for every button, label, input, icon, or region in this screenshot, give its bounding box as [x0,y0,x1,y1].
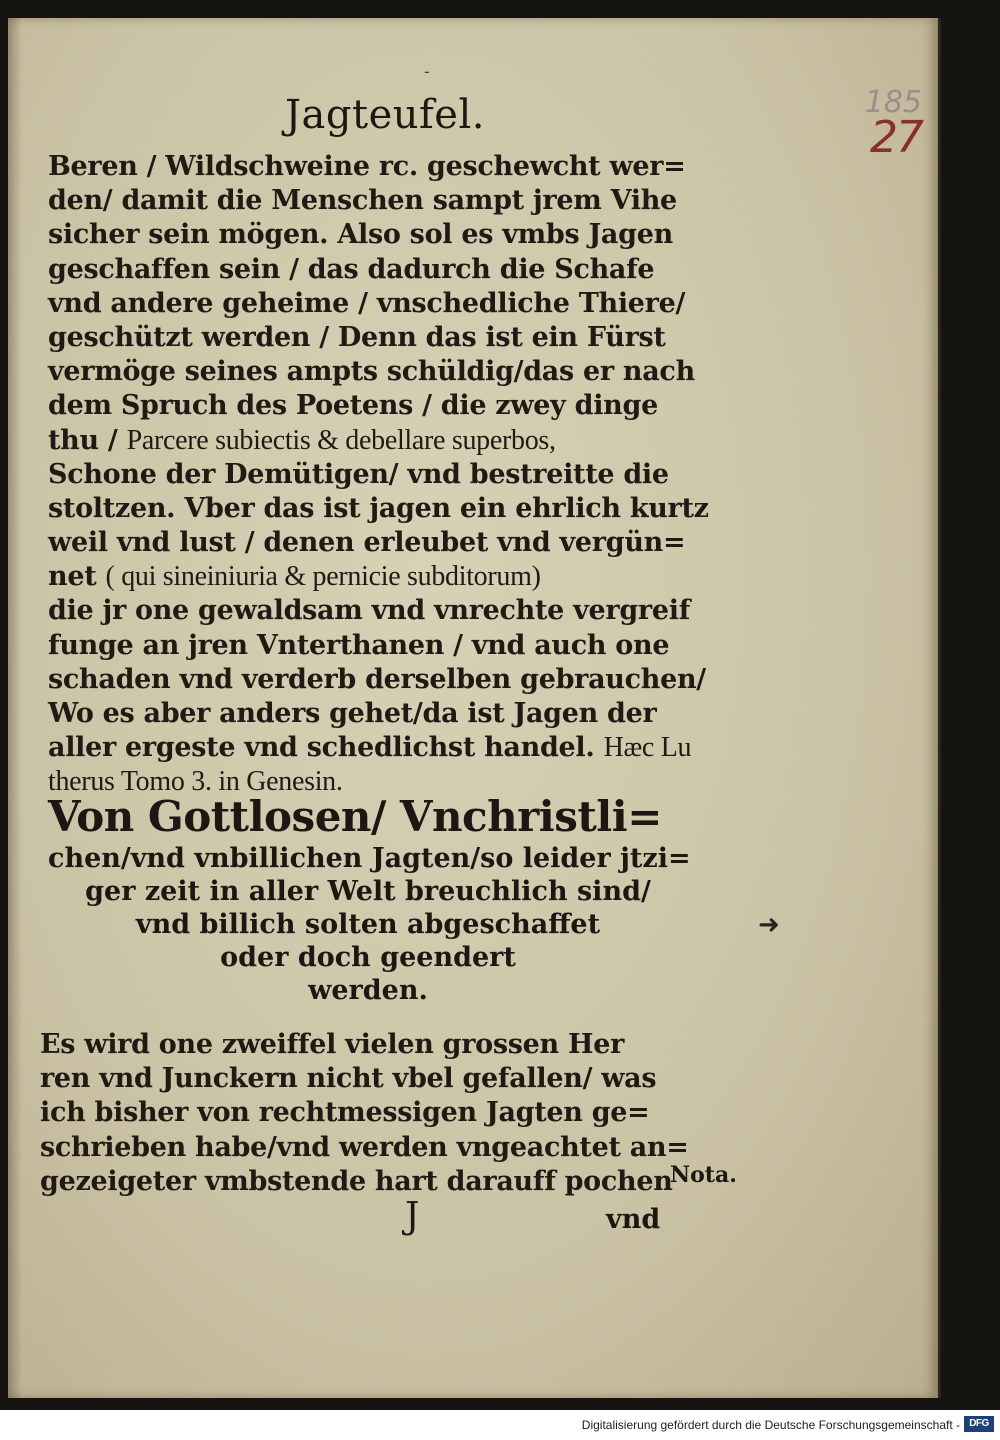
margin-note: Nota. [670,1162,737,1188]
text-line: geschützt werden / Denn das ist ein Fürst [48,321,666,353]
text-line: Es wird one zweiffel vielen grossen Her [40,1029,625,1060]
text-line: thu / Parcere subiectis & debellare superbos, [48,424,556,456]
section-title-line: chen/vnd vnbillichen Jagten/so leider jtzi= [48,843,691,874]
folio-lower: 27 [870,112,922,163]
text-line: aller ergeste vnd schedlichst handel. Hæc Lu [48,732,692,764]
text-line: vermöge seines ampts schüldig/das er nach [48,356,695,388]
text-line: ren vnd Junckern nicht vbel gefallen/ was [40,1063,657,1095]
text-line: schrieben habe/vnd werden vngeachtet an= [40,1131,689,1163]
folio-number [822,85,922,163]
text-line: Schone der Demütigen/ vnd bestreitte die [48,458,669,490]
folio-upper: 185 [864,85,922,120]
text-line: geschaffen sein / das dadurch die Schafe [48,253,655,285]
text-line: vnd andere geheime / vnschedliche Thiere/ [48,287,686,319]
section-title-line: ger zeit in aller Welt breuchlich sind/ [85,876,651,907]
funding-credit: Digitalisierung gefördert durch die Deutsche Forschungsgemeinschaft - [581,1418,960,1432]
latin-citation: Hæc Lu [603,732,692,764]
catchword: vnd [606,1204,661,1235]
text-line: funge an jren Vnterthanen / vnd auch one [48,629,670,661]
text-line: sicher sein mögen. Also sol es vmbs Jagen [48,219,673,251]
signature-mark: J [405,1196,420,1237]
body-text-block-2 [40,1028,689,1199]
dfg-logo: DFG [964,1416,994,1432]
body-text-block [48,150,709,800]
text-line: Beren / Wildschweine rc. geschewcht wer= [48,151,686,182]
page-gutter-shadow [8,18,22,1398]
text-line: Wo es aber anders gehet/da ist Jagen der [48,698,657,729]
running-head: Jagteufel. [285,92,485,138]
section-title-line: oder doch geendert [220,942,516,973]
section-title: Von Gottlosen/ Vnchristli= [48,792,662,841]
section-heading [48,792,691,1007]
pointer-mark-icon: ➜ [758,910,780,940]
text-line: weil vnd lust / denen erleubet vnd vergün= [48,527,686,559]
latin-quote: ( qui sineiniuria & pernicie subditorum) [105,561,541,593]
section-title-line: vnd billich solten abgeschaffet [135,909,601,940]
text-line: stoltzen. Vber das ist jagen ein ehrlich kurtz [48,492,709,524]
text-line: ich bisher von rechtmessigen Jagten ge= [40,1097,650,1129]
tick-mark: - [424,62,430,81]
text-line: net ( qui sineiniuria & pernicie subditorum) [48,561,541,593]
latin-quote: Parcere subiectis & debellare superbos, [126,424,556,456]
text-line: schaden vnd verderb derselben gebrauchen/ [48,663,706,695]
footer-bar [0,1410,1000,1440]
text-line: gezeigeter vmbstende hart darauff pochen [40,1165,673,1197]
text-line: die jr one gewaldsam vnd vnrechte vergreif [48,595,691,627]
latin-citation: therus Tomo 3. in Genesin. [48,766,343,798]
text-line: den/ damit die Menschen sampt jrem Vihe [48,185,677,217]
section-title-line: werden. [308,975,428,1006]
text-line: dem Spruch des Poetens / die zwey dinge [48,390,658,422]
